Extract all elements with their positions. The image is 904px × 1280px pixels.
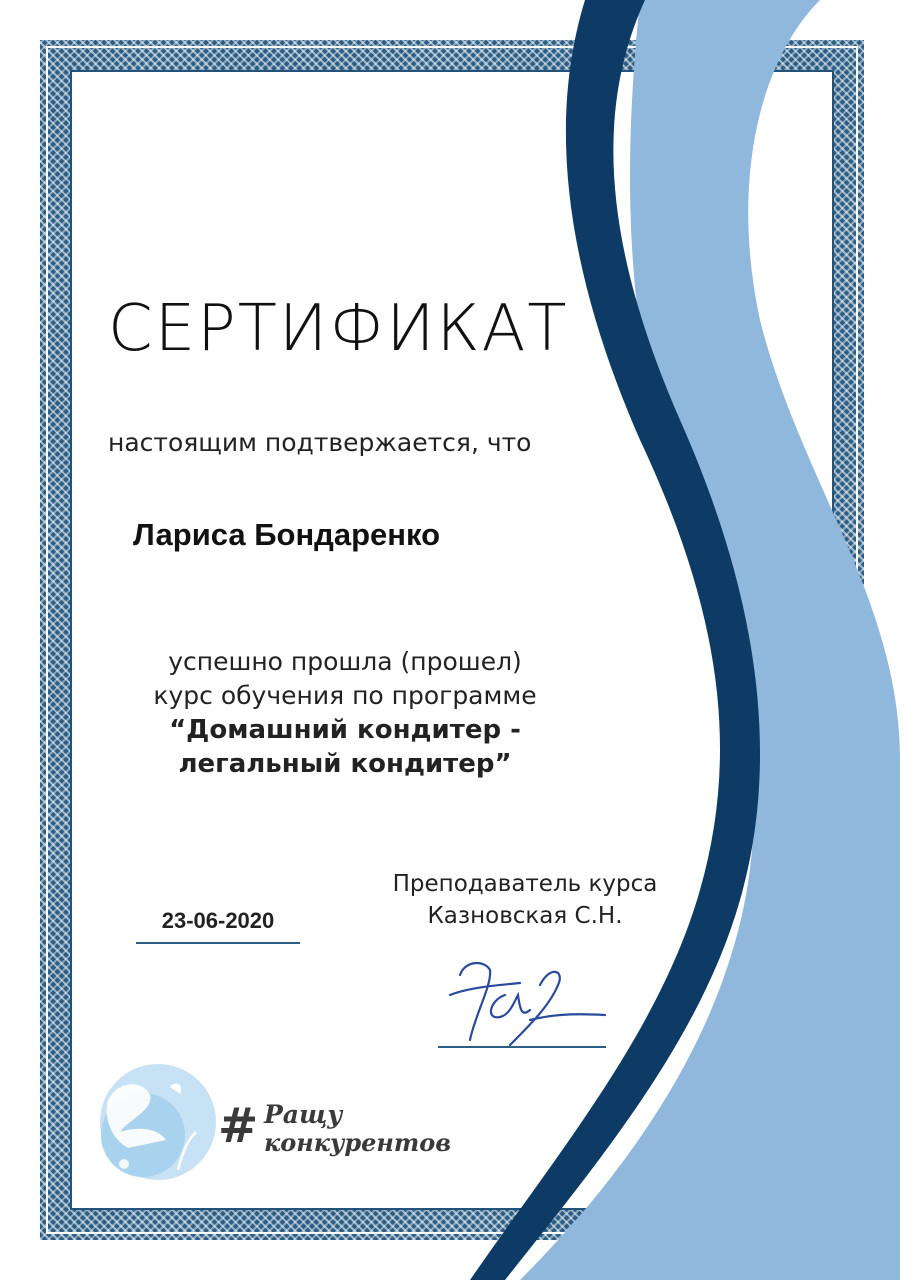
teacher-block [360, 868, 690, 932]
date-underline [136, 942, 300, 944]
watercolor-bird-logo-icon [88, 1060, 223, 1185]
logo-line-2: конкурентов [264, 1128, 452, 1157]
course-description [100, 645, 590, 781]
signature-underline [438, 1046, 606, 1048]
teacher-role: Преподаватель курса [392, 871, 658, 897]
certificate-title: СЕРТИФИКАТ [108, 292, 569, 366]
recipient-name: Лариса Бондаренко [133, 517, 441, 552]
teacher-name: Казновская С.Н. [427, 903, 623, 929]
program-name-line-1: “Домашний кондитер - [169, 715, 521, 745]
logo-hash: # [218, 1098, 259, 1154]
logo-line-1: Ращу [264, 1100, 343, 1129]
signature [430, 955, 620, 1065]
certificate-date: 23-06-2020 [161, 908, 275, 933]
course-line-2: курс обучения по программе [153, 681, 537, 710]
certificate-subtitle: настоящим подтвержается, что [108, 428, 532, 457]
course-line-1: успешно прошла (прошел) [168, 647, 522, 676]
program-name-line-2: легальный кондитер” [178, 749, 512, 779]
